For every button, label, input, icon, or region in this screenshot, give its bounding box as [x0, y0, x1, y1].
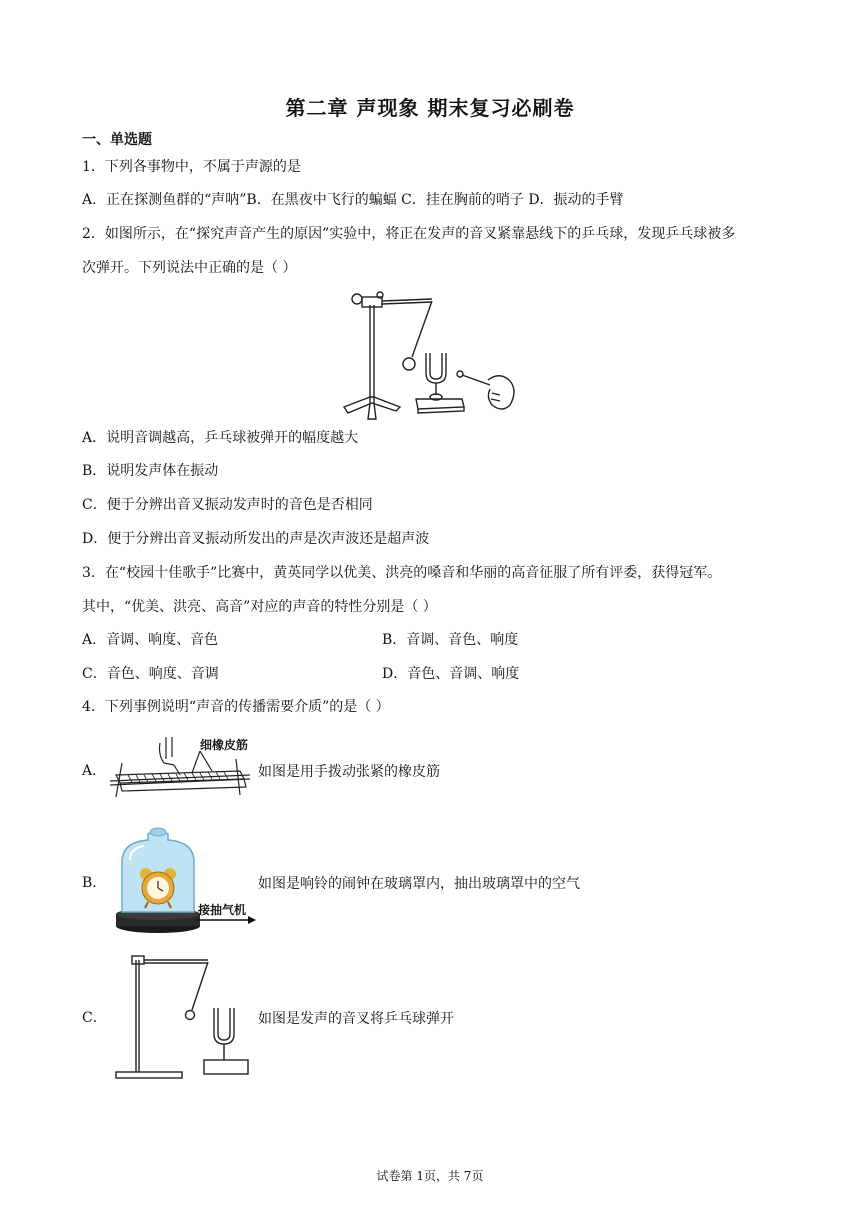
- q2-option-a: A．说明音调越高，乒乓球被弹开的幅度越大: [82, 430, 359, 446]
- q3-option-a: A．音调、响度、音色: [82, 632, 219, 648]
- bell-jar-alarm-figure: [108, 826, 258, 938]
- q4-option-c-text: 如图是发声的音叉将乒乓球弹开: [258, 1011, 454, 1027]
- tuning-fork-pingpong-figure: [340, 285, 530, 420]
- q4-stem: 4．下列事例说明“声音的传播需要介质”的是（ ）: [82, 699, 390, 715]
- q3-option-c: C．音色、响度、音调: [82, 666, 219, 682]
- tuning-fork-stand-figure: [108, 952, 258, 1082]
- q3-option-b: B．音调、音色、响度: [382, 632, 519, 648]
- q2-option-d: D．便于分辨出音叉振动所发出的声是次声波还是超声波: [82, 531, 430, 547]
- q2-option-b: B．说明发声体在振动: [82, 463, 219, 479]
- q2-stem-line2: 次弹开。下列说法中正确的是（ ）: [82, 260, 297, 276]
- section-heading: 一、单选题: [82, 132, 152, 148]
- rubber-band-figure: [108, 735, 258, 805]
- q3-option-d: D．音色、音调、响度: [382, 666, 520, 682]
- q2-stem-line1: 2．如图所示，在“探究声音产生的原因”实验中，将正在发声的音叉紧靠悬线下的乒乓球，发现乒乓球被多: [82, 226, 736, 242]
- q3-stem-line2: 其中，“优美、洪亮、高音”对应的声音的特性分别是（ ）: [82, 599, 437, 615]
- q4-option-a-text: 如图是用手拨动张紧的橡皮筋: [258, 764, 440, 780]
- q1-options: A．正在探测鱼群的“声呐”B．在黑夜中飞行的蝙蝠 C．挂在胸前的哨子 D．振动的手臂: [82, 192, 624, 208]
- q2-option-c: C．便于分辨出音叉振动发声时的音色是否相同: [82, 497, 373, 513]
- q4-option-b-label: B．: [82, 875, 107, 891]
- q4-option-c-label: C．: [82, 1010, 107, 1026]
- air-pump-label: 接抽气机: [198, 903, 247, 917]
- q3-stem-line1: 3．在“校园十佳歌手”比赛中，黄英同学以优美、洪亮的嗓音和华丽的高音征服了所有评委，获得冠军。: [82, 565, 722, 581]
- page-title: 第二章 声现象 期末复习必刷卷: [285, 96, 575, 120]
- q4-option-a-label: A．: [82, 763, 107, 779]
- page-footer: 试卷第 1页，共 7页: [376, 1169, 484, 1183]
- rubber-band-label: 细橡皮筋: [200, 738, 249, 752]
- q4-option-b-text: 如图是响铃的闹钟在玻璃罩内，抽出玻璃罩中的空气: [258, 876, 580, 892]
- q1-stem: 1．下列各事物中，不属于声源的是: [82, 159, 301, 175]
